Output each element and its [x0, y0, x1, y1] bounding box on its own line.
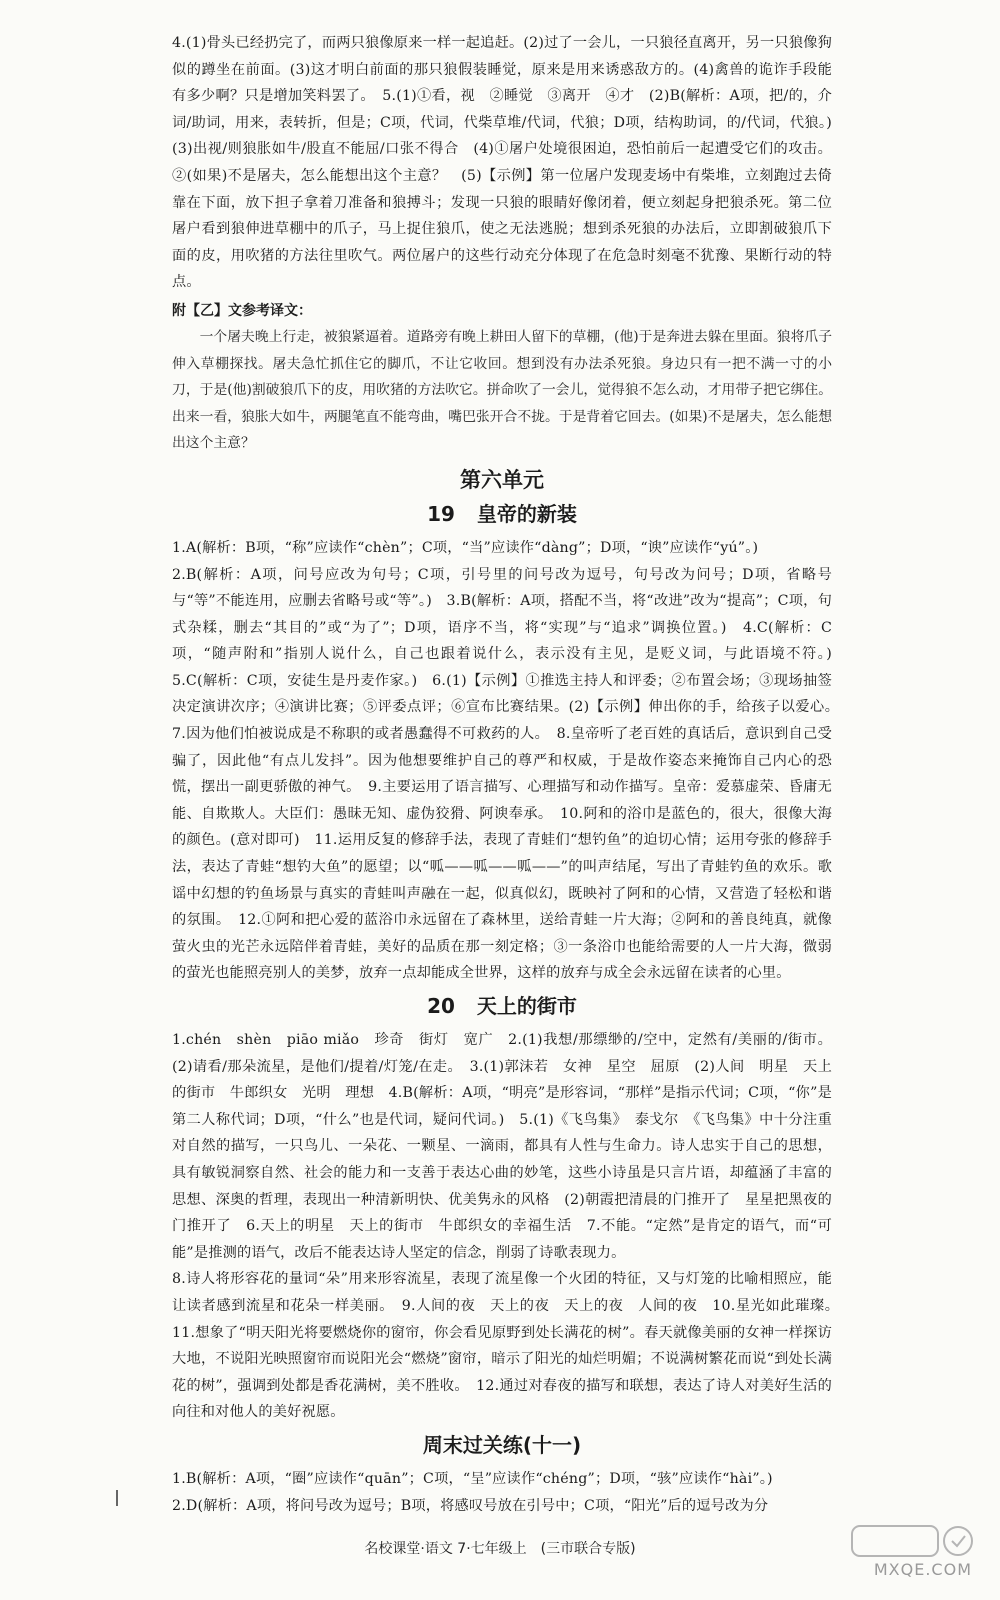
watermark-logo [812, 1520, 982, 1592]
watermark-text: MXQE.COM [873, 1560, 972, 1579]
lesson-name: 天上的街市 [476, 994, 577, 1018]
watermark-badge-icon [812, 1520, 982, 1592]
lesson-20-title [172, 991, 832, 1021]
lesson-19-answers: 2.B(解析：A项，问号应改为句号；C项，引号里的问号改为逗号，句号改为问号；D项，省略号与“等”不能连用，应删去省略号或“等”。) 3.B(解析：A项，搭配不当，将“改进”改为“提高”；C项，句式杂糅，删去“其目的”或“为了”；D项，语序不当，将“实现”与“追求”调换位置。) 4.C(解析：C项，“随声附和”指别人说什么，自己也跟着说什么，表示没有主见，是贬义词，与此语境不符。) 5.C(解析：C项，安徒生是丹麦作家。) 6.(1)【示例】①推选主持人和评委；②布置会场；③现场抽签决定演讲次序；④演讲比赛；⑤评委点评；⑥宣布比赛结果。(2)【示例】伸出你的手，给孩子以爱心。 7.因为他们怕被说成是不称职的或者愚蠢得不可救药的人。 8.皇帝听了老百姓的真话后，意识到自己受骗了，因此他“有点儿发抖”。因为他想要维护自己的尊严和权威，于是故作姿态来掩饰自己内心的恐慌，摆出一副更骄傲的神气。 9.主要运用了语言描写、心理描写和动作描写。皇帝：爱慕虚荣、昏庸无能、自欺欺人。大臣们：愚昧无知、虚伪狡猾、阿谀奉承。 10.阿和的浴巾是蓝色的，很大，很像大海的颜色。(意对即可) 11.运用反复的修辞手法，表现了青蛙们“想钓鱼”的迫切心情；运用夸张的修辞手法，表达了青蛙“想钓大鱼”的愿望；以“呱——呱——呱——”的叫声结尾，写出了青蛙钓鱼的欢乐。歌谣中幻想的钓鱼场景与真实的青蛙叫声融在一起，似真似幻，既映衬了阿和的心情，又营造了轻松和谐的氛围。 12.①阿和把心爱的蓝浴巾永远留在了森林里，送给青蛙一片大海；②阿和的善良纯真，就像萤火虫的光芒永远陪伴着青蛙，美好的品质在那一刻定格；③一条浴巾也能给需要的人一片大海，微弱的萤光也能照亮别人的美梦，放弃一点却能成全世界，这样的放弃与成全会永远留在读者的心里。 [172, 566, 847, 982]
weekend-answer-1: 1.B(解析：A项，“圈”应读作“quān”；C项，“呈”应读作“chéng”；D项，“骇”应读作“hài”。) [172, 1470, 773, 1487]
lesson-name: 皇帝的新装 [476, 501, 577, 526]
margin-mark [116, 1490, 118, 1506]
answer-page [172, 30, 847, 1519]
page-footer: 名校课堂·语文 7·七年级上 (三市联合专版) [364, 1541, 636, 1557]
lesson-19-title [172, 499, 832, 529]
lesson-19-answer-1: 1.A(解析：B项，“称”应读作“chèn”；C项，“当”应读作“dàng”；D项，“谀”应读作“yú”。) [172, 539, 759, 556]
weekend-answer-2: 2.D(解析：A项，将问号改为逗号；B项，将感叹号放在引号中；C项，“阳光”后的逗号改为分 [172, 1497, 769, 1514]
lesson-20-answers-b: 8.诗人将形容花的量词“朵”用来形容流星，表现了流星像一个火团的特征，又与灯笼的比喻相照应，能让读者感到流星和花朵一样美丽。 9.人间的夜 天上的夜 天上的夜 人间的夜 10.星光如此璀璨。 11.想象了“明天阳光将要燃烧你的窗帘，你会看见原野到处长满花的树”。春天就像美丽的女神一样探访大地，不说阳光映照窗帘而说阳光会“燃烧”窗帘，暗示了阳光的灿烂明媚；不说满树繁花而说“到处长满花的树”，强调到处都是香花满树，美不胜收。 12.通过对春夜的描写和联想，表达了诗人对美好生活的向往和对他人的美好祝愿。 [172, 1271, 847, 1421]
weekend-practice-title: 周末过关练(十一) [422, 1432, 582, 1457]
lesson-20-answers-a: 1.chén shèn piāo miǎo 珍奇 街灯 宽广 2.(1)我想/那缥缈的/空中，定然有/美丽的/街市。(2)请看/那朵流星，是他们/提着/灯笼/在走。 3.(1)郭沫若 女神 星空 屈原 (2)人间 明星 天上的街市 牛郎织女 光明 理想 4.B(解析：A项，“明亮”是形容词，“那样”是指示代词；C项，“你”是第二人称代词；D项，“什么”也是代词，疑问代词。) 5.(1)《飞鸟集》 泰戈尔 《飞鸟集》中十分注重对自然的描写，一只鸟儿、一朵花、一颗星、一滴雨，都具有人性与生命力。诗人忠实于自己的思想，具有敏锐洞察自然、社会的能力和一支善于表达心曲的妙笔，这些小诗虽是只言片语，却蕴涵了丰富的思想、深奥的哲理，表现出一种清新明快、优美隽永的风格 (2)朝霞把清晨的门推开了 星星把黑夜的门推开了 6.天上的明星 天上的街市 牛郎织女的幸福生活 7.不能。“定然”是肯定的语气，而“可能”是推测的语气，改后不能表达诗人坚定的信念，削弱了诗歌表现力。 [172, 1032, 832, 1261]
appendix-heading: 附【乙】文参考译文： [172, 302, 312, 319]
lesson-number: 19 [427, 501, 455, 526]
answer-paragraph-lang: 4.(1)骨头已经扔完了，而两只狼像原来一样一起追赶。(2)过了一会儿，一只狼径直离开，另一只狼像狗似的蹲坐在前面。(3)这才明白前面的那只狼假装睡觉，原来是用来诱惑敌方的。(4)禽兽的诡诈手段能有多少啊？只是增加笑料罢了。 5.(1)①看，视 ②睡觉 ③离开 ④才 (2)B(解析：A项，把/的，介词/助词，用来，表转折，但是；C项，代词，代柴草堆/代词，代狼；D项，结构助词，的/代词，代狼。) (3)出视/则狼胀如牛/股直不能屈/口张不得合 (4)①屠户处境很困迫，恐怕前后一起遭受它们的攻击。②(如果)不是屠夫，怎么能想出这个主意？ (5)【示例】第一位屠户发现麦场中有柴堆，立刻跑过去倚靠在下面，放下担子拿着刀准备和狼搏斗；发现一只狼的眼睛好像闭着，便立刻起身把狼杀死。第二位屠户看到狼伸进草棚中的爪子，马上捉住狼爪，使之无法逃脱；想到杀死狼的办法后，立即割破狼爪下面的皮，用吹猪的方法往里吹气。两位屠户的这些行动充分体现了在危急时刻毫不犹豫、果断行动的特点。 [172, 35, 847, 291]
appendix-translation: 一个屠夫晚上行走，被狼紧逼着。道路旁有晚上耕田人留下的草棚，(他)于是奔进去躲在里面。狼将爪子伸入草棚探找。屠夫急忙抓住它的脚爪，不让它收回。想到没有办法杀死狼。身边只有一把不满一寸的小刀，于是(他)割破狼爪下的皮，用吹猪的方法吹它。拼命吹了一会儿，觉得狼不怎么动，才用带子把它绑住。出来一看，狼胀大如牛，两腿笔直不能弯曲，嘴巴张开合不拢。于是背着它回去。(如果)不是屠夫，怎么能想出这个主意？ [172, 328, 832, 452]
lesson-number: 20 [427, 994, 455, 1018]
unit-title: 第六单元 [460, 467, 544, 492]
